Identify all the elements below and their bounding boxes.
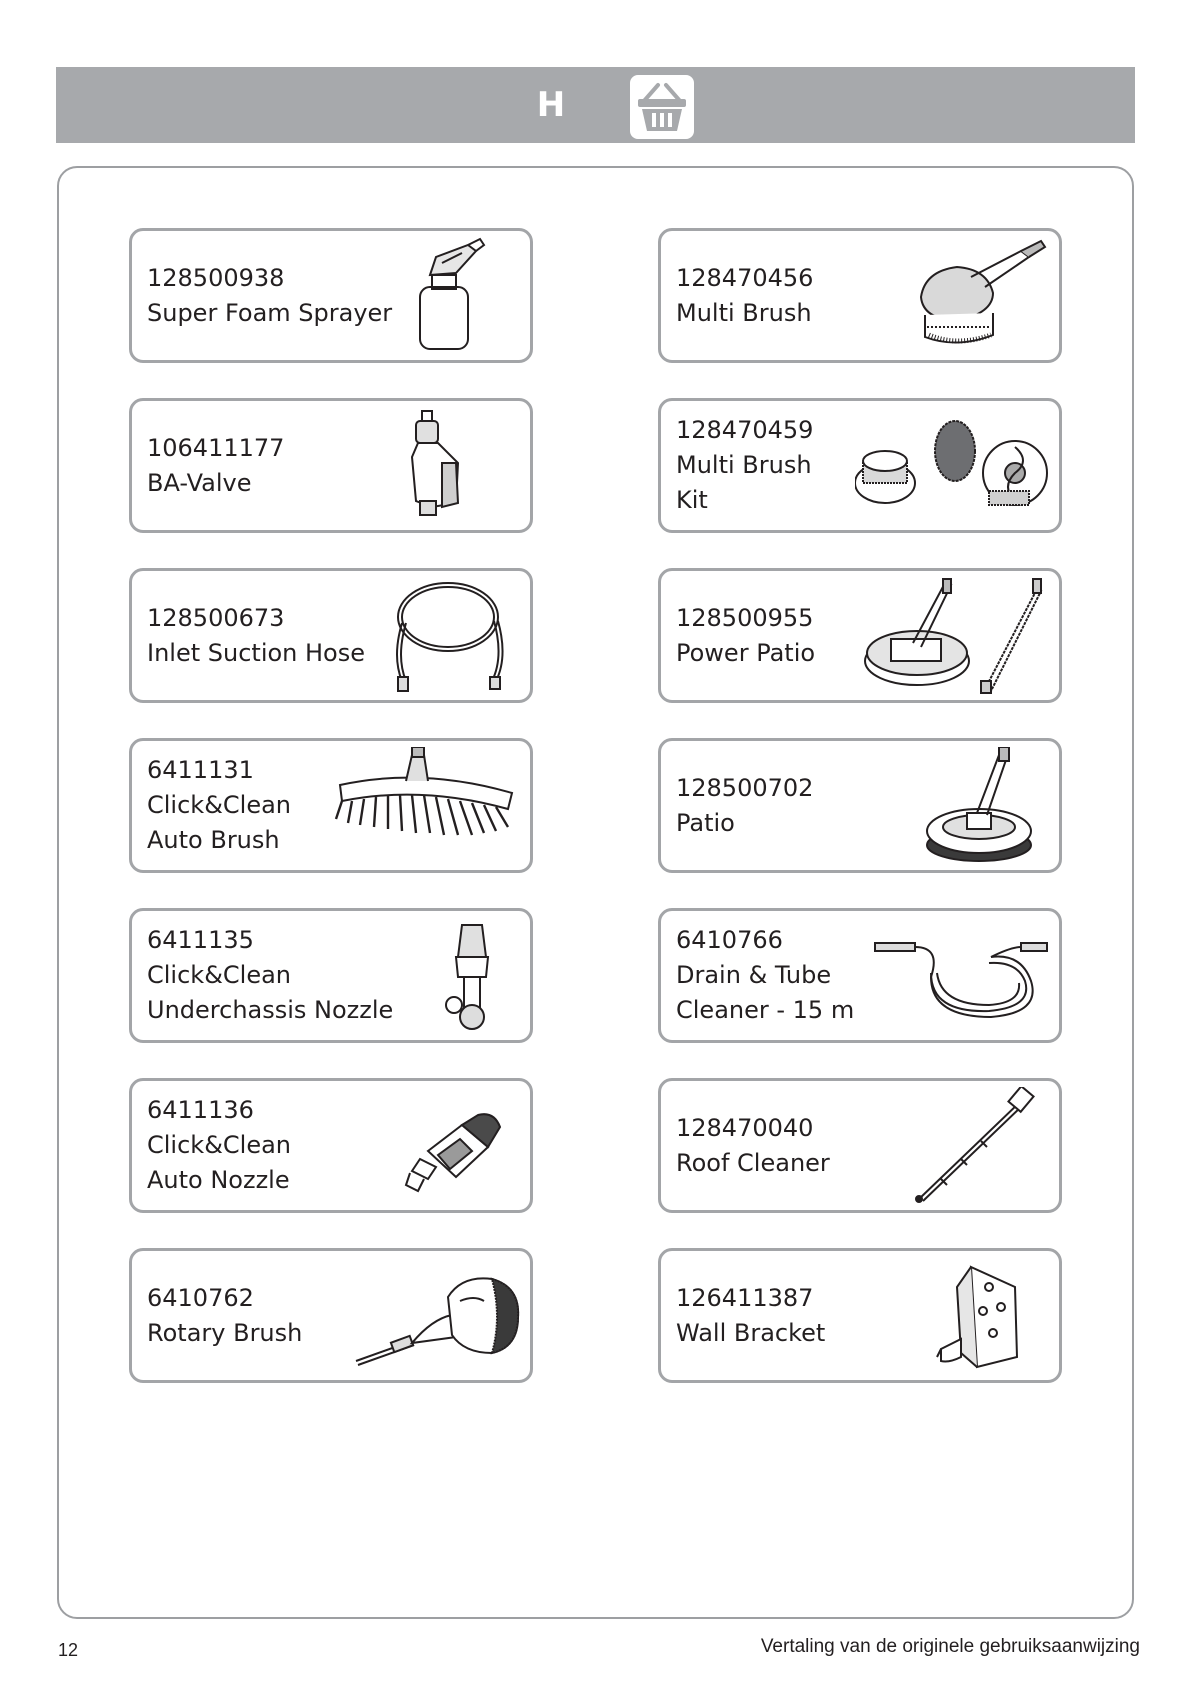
- accessory-card: [129, 738, 533, 873]
- accessory-number: 128470456: [676, 263, 814, 292]
- accessory-name: Auto Brush: [147, 826, 280, 854]
- rotary-brush-icon: [352, 1257, 522, 1375]
- accessory-number: 126411387: [676, 1283, 814, 1312]
- accessory-name: Wall Bracket: [676, 1318, 826, 1347]
- accessory-name: Multi Brush: [676, 298, 812, 327]
- accessory-name: Multi Brush: [676, 451, 812, 479]
- section-header-bar: [56, 67, 1135, 143]
- accessory-card: [129, 908, 533, 1043]
- accessory-number: 128500938: [147, 263, 285, 292]
- ba-valve-icon: [372, 407, 522, 525]
- foam-sprayer-icon: [372, 237, 522, 355]
- roof-cleaner-icon: [901, 1087, 1051, 1205]
- accessory-number: 106411177: [147, 433, 285, 462]
- accessory-name: Cleaner - 15 m: [676, 996, 855, 1024]
- accessory-name: Inlet Suction Hose: [147, 638, 366, 667]
- accessory-card: [658, 738, 1062, 873]
- drain-tube-hose-icon: [871, 917, 1051, 1035]
- accessory-number: 6411136: [147, 1096, 254, 1124]
- auto-brush-icon: [332, 747, 522, 865]
- auto-nozzle-icon: [392, 1087, 522, 1205]
- accessory-card: [658, 228, 1062, 363]
- accessory-name: Kit: [676, 486, 708, 514]
- accessory-card: [658, 568, 1062, 703]
- accessory-number: 6410762: [147, 1283, 254, 1312]
- accessory-card: [658, 1078, 1062, 1213]
- accessory-name: Roof Cleaner: [676, 1148, 830, 1177]
- multi-brush-kit-icon: [855, 407, 1055, 525]
- section-letter: H: [536, 85, 566, 125]
- accessory-name: Click&Clean: [147, 961, 292, 989]
- wall-bracket-icon: [901, 1257, 1051, 1375]
- accessory-number: 128470459: [676, 416, 814, 444]
- accessory-name: Click&Clean: [147, 1131, 292, 1159]
- accessory-card: [658, 1248, 1062, 1383]
- accessory-number: 6411131: [147, 756, 254, 784]
- suction-hose-icon: [372, 577, 522, 695]
- accessory-name: Power Patio: [676, 638, 816, 667]
- footer-translation-note: Vertaling van de originele gebruiksaanwijzing: [760, 1636, 1140, 1657]
- accessory-card: [129, 228, 533, 363]
- underchassis-nozzle-icon: [422, 917, 522, 1035]
- page-number: 12: [58, 1640, 79, 1660]
- accessory-number: 128500955: [676, 603, 814, 632]
- shopping-basket-icon: [630, 75, 694, 139]
- multi-brush-icon: [901, 237, 1051, 355]
- accessory-card: [129, 1078, 533, 1213]
- accessory-name: Patio: [676, 808, 735, 837]
- accessory-number: 128500702: [676, 773, 814, 802]
- accessory-name: Super Foam Sprayer: [147, 298, 393, 327]
- accessory-number: 128470040: [676, 1113, 814, 1142]
- accessory-name: Drain & Tube: [676, 961, 832, 989]
- accessory-name: Click&Clean: [147, 791, 292, 819]
- patio-cleaner-icon: [901, 747, 1051, 865]
- accessory-card: [129, 568, 533, 703]
- accessory-card: [658, 398, 1062, 533]
- accessory-card: [129, 1248, 533, 1383]
- accessory-number: 128500673: [147, 603, 285, 632]
- accessory-name: Auto Nozzle: [147, 1166, 290, 1194]
- accessory-name: Rotary Brush: [147, 1318, 303, 1347]
- power-patio-icon: [861, 577, 1051, 695]
- accessory-number: 6410766: [676, 926, 783, 954]
- accessory-number: 6411135: [147, 926, 254, 954]
- accessory-card: [658, 908, 1062, 1043]
- accessory-card: [129, 398, 533, 533]
- accessory-name: BA-Valve: [147, 468, 252, 497]
- accessories-frame: [57, 166, 1134, 1619]
- accessory-name: Underchassis Nozzle: [147, 996, 394, 1024]
